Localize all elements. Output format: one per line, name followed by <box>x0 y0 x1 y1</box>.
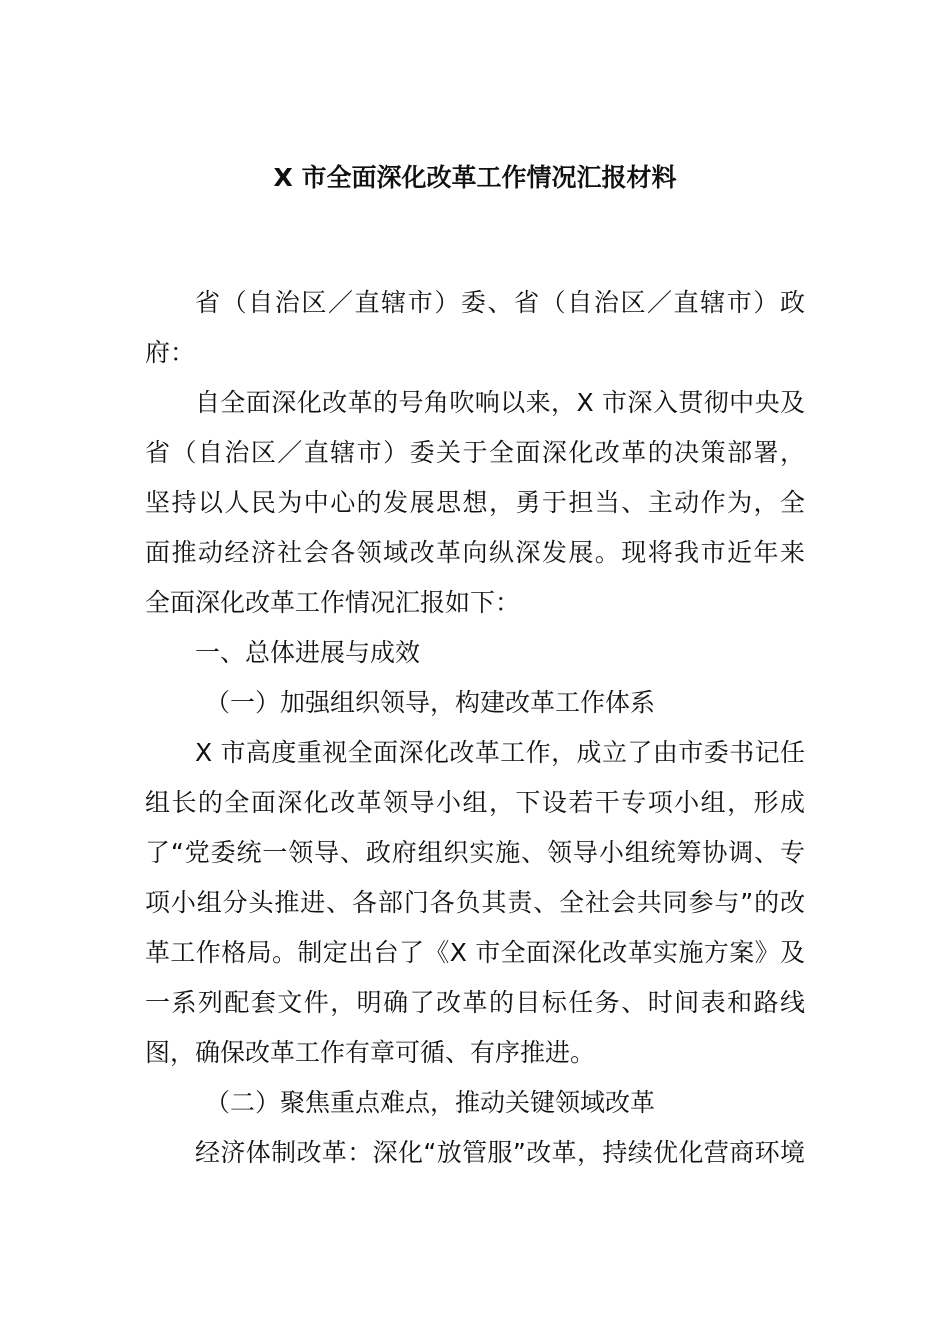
paragraph-line: 府： <box>145 338 196 367</box>
subsection-heading: （一）加强组织领导，构建改革工作体系 <box>205 688 656 717</box>
paragraph-line: X 市高度重视全面深化改革工作，成立了由市委书记任 <box>195 738 805 767</box>
paragraph-line: 面推动经济社会各领域改革向纵深发展。现将我市近年来 <box>145 538 805 567</box>
paragraph-line: 项小组分头推进、各部门各负其责、全社会共同参与”的改 <box>145 888 805 917</box>
paragraph-line: 经济体制改革：深化“放管服”改革，持续优化营商环境 <box>195 1138 805 1167</box>
section-heading: 一、总体进展与成效 <box>195 638 421 667</box>
paragraph-line: 图，确保改革工作有章可循、有序推进。 <box>145 1038 596 1067</box>
document-title: X 市全面深化改革工作情况汇报材料 <box>273 163 677 192</box>
paragraph-line: 全面深化改革工作情况汇报如下： <box>145 588 521 617</box>
paragraph-line: 省（自治区／直辖市）委、省（自治区／直辖市）政 <box>195 288 805 317</box>
paragraph-line: 了“党委统一领导、政府组织实施、领导小组统筹协调、专 <box>145 838 805 867</box>
subsection-heading: （二）聚焦重点难点，推动关键领域改革 <box>205 1088 656 1117</box>
paragraph-line: 一系列配套文件，明确了改革的目标任务、时间表和路线 <box>145 988 805 1017</box>
paragraph-line: 坚持以人民为中心的发展思想，勇于担当、主动作为，全 <box>145 488 805 517</box>
paragraph-line: 组长的全面深化改革领导小组，下设若干专项小组，形成 <box>145 788 805 817</box>
paragraph-line: 自全面深化改革的号角吹响以来，X 市深入贯彻中央及 <box>195 388 805 417</box>
paragraph-line: 省（自治区／直辖市）委关于全面深化改革的决策部署， <box>145 438 805 467</box>
paragraph-line: 革工作格局。制定出台了《X 市全面深化改革实施方案》及 <box>145 938 805 967</box>
